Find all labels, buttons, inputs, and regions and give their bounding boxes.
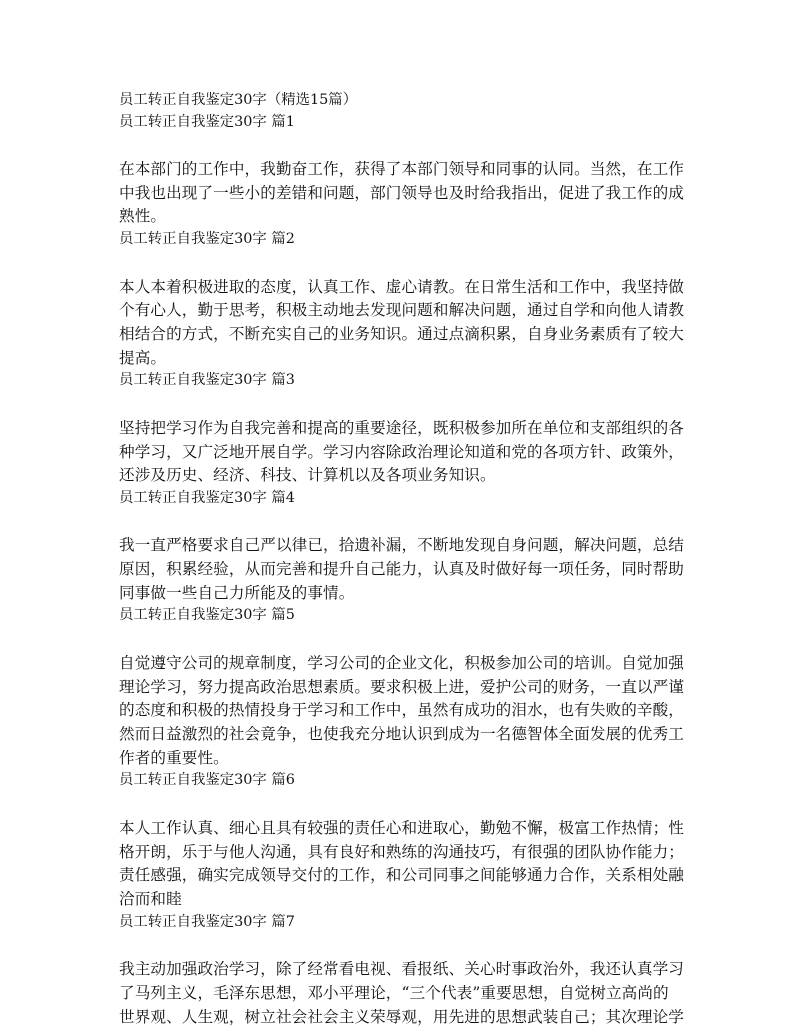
paragraph-line: 种学习，又广泛地开展自学。学习内容除政治理论知道和党的各项方针、政策外， bbox=[119, 442, 684, 461]
paragraph-line: 同事做一些自己力所能及的事情。 bbox=[119, 583, 355, 602]
section-spacer bbox=[119, 509, 689, 534]
section-heading: 员工转正自我鉴定30字 篇2 bbox=[119, 231, 295, 248]
document-section bbox=[119, 112, 689, 230]
paragraph-line: 自觉遵守公司的规章制度，学习公司的企业文化，积极参加公司的培训。自觉加强 bbox=[119, 653, 684, 672]
section-spacer bbox=[119, 133, 689, 158]
section-paragraph bbox=[119, 276, 689, 371]
paragraph-line: 世界观、人生观，树立社会社会主义荣辱观，用先进的思想武装自己；其次理论学 bbox=[119, 1007, 684, 1026]
paragraph-line: 然而日益激烈的社会竟争，也使我充分地认识到成为一名德智体全面发展的优秀工 bbox=[119, 725, 684, 743]
paragraph-line: 责任感强，确实完成领导交付的工作，和公司同事之间能够通力合作，关系相处融 bbox=[119, 866, 684, 885]
paragraph-line: 本人本着积极进取的态度，认真工作、虚心请教。在日常生活和工作中，我坚持做 bbox=[119, 277, 684, 296]
paragraph-line: 的态度和积极的热情投身于学习和工作中，虽然有成功的泪水，也有失败的辛酸， bbox=[119, 701, 684, 720]
section-paragraph bbox=[119, 417, 689, 488]
paragraph-line: 格开朗，乐于与他人沟通，具有良好和熟练的沟通技巧，有很强的团队协作能力； bbox=[119, 842, 684, 861]
section-spacer bbox=[119, 627, 689, 652]
paragraph-line: 相结合的方式，不断充实自己的业务知识。通过点滴积累，自身业务素质有了较大 bbox=[119, 324, 684, 343]
paragraph-line: 在本部门的工作中，我勤奋工作，获得了本部门领导和同事的认同。当然，在工作 bbox=[119, 160, 684, 178]
paragraph-line: 我一直严格要求自己严以律已，拾遗补漏，不断地发现自身问题，解决问题，总结 bbox=[119, 536, 684, 555]
paragraph-line: 作者的重要性。 bbox=[119, 748, 229, 767]
document-section bbox=[119, 488, 689, 606]
document-section bbox=[119, 770, 689, 911]
section-heading: 员工转正自我鉴定30字 篇1 bbox=[119, 113, 295, 130]
section-paragraph bbox=[119, 958, 689, 1029]
section-heading: 员工转正自我鉴定30字 篇3 bbox=[119, 372, 295, 389]
section-spacer bbox=[119, 251, 689, 276]
section-paragraph bbox=[119, 652, 689, 770]
document-title: 员工转正自我鉴定30字（精选15篇） bbox=[119, 92, 358, 108]
paragraph-line: 原因，积累经验，从而完善和提升自己能力，认真及时做好每一项任务，同时帮助 bbox=[119, 560, 684, 579]
paragraph-line: 个有心人，勤于思考，积极主动地去发现问题和解决问题，通过自学和向他人请教 bbox=[119, 301, 684, 320]
paragraph-line: 了马列主义，毛泽东思想，邓小平理论，“三个代表”重要思想，自觉树立高尚的 bbox=[119, 983, 669, 1002]
section-spacer bbox=[119, 392, 689, 417]
section-spacer bbox=[119, 933, 689, 958]
document-sections bbox=[119, 112, 689, 1030]
document-section bbox=[119, 605, 689, 770]
paragraph-line: 熟性。 bbox=[119, 207, 167, 226]
paragraph-line: 洽而和睦 bbox=[119, 889, 182, 908]
paragraph-line: 坚持把学习作为自我完善和提高的重要途径，既积极参加所在单位和支部组织的各 bbox=[119, 418, 684, 437]
section-paragraph bbox=[119, 534, 689, 605]
document-page bbox=[119, 90, 689, 1029]
section-heading: 员工转正自我鉴定30字 篇7 bbox=[119, 913, 295, 930]
section-paragraph bbox=[119, 158, 689, 229]
paragraph-line: 理论学习，努力提高政治思想素质。要求积极上进，爱护公司的财务，一直以严谨 bbox=[119, 677, 684, 696]
document-section bbox=[119, 912, 689, 1030]
paragraph-line: 提高。 bbox=[119, 348, 167, 367]
paragraph-line: 中我也出现了一些小的差错和问题，部门领导也及时给我指出，促进了我工作的成 bbox=[119, 183, 684, 202]
paragraph-line: 还涉及历史、经济、科技、计算机以及各项业务知识。 bbox=[119, 466, 496, 485]
paragraph-line: 本人工作认真、细心且具有较强的责任心和进取心，勤勉不懈，极富工作热情；性 bbox=[119, 818, 684, 837]
paragraph-line: 我主动加强政治学习，除了经常看电视、看报纸、关心时事政治外，我还认真学习 bbox=[119, 960, 684, 979]
section-spacer bbox=[119, 792, 689, 817]
section-paragraph bbox=[119, 817, 689, 912]
document-section bbox=[119, 229, 689, 370]
document-section bbox=[119, 370, 689, 488]
section-heading: 员工转正自我鉴定30字 篇4 bbox=[119, 489, 295, 506]
section-heading: 员工转正自我鉴定30字 篇5 bbox=[119, 607, 295, 624]
section-heading: 员工转正自我鉴定30字 篇6 bbox=[119, 772, 295, 789]
